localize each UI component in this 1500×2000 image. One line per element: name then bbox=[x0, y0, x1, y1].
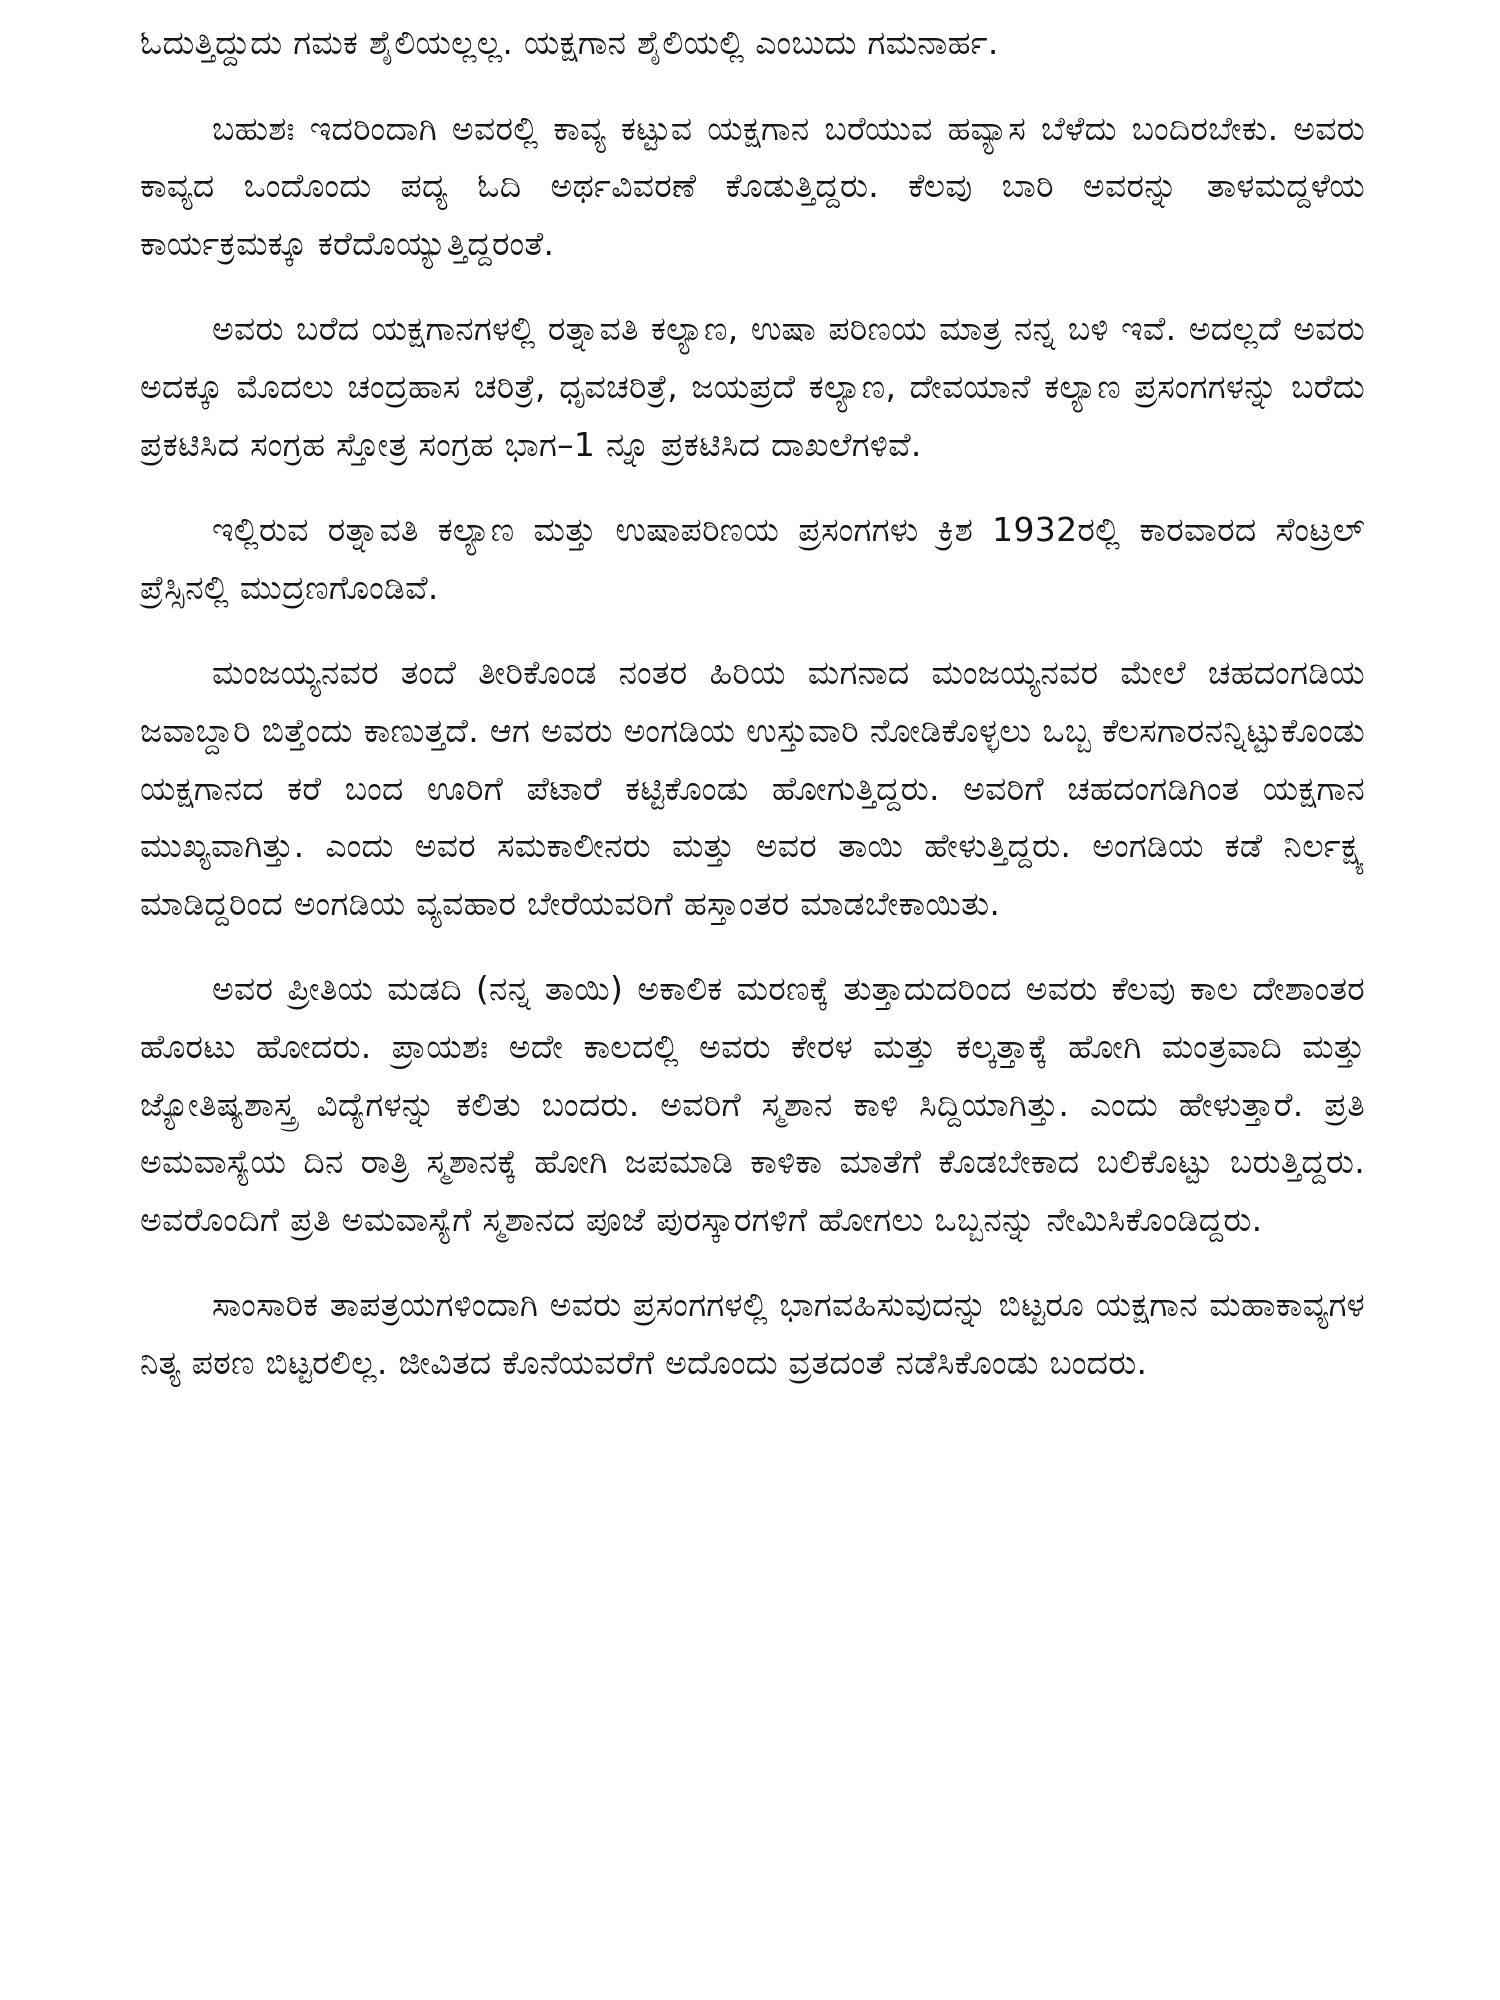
body-text bbox=[140, 14, 1365, 1419]
paragraph-2: ಬಹುಶಃ ಇದರಿಂದಾಗಿ ಅವರಲ್ಲಿ ಕಾವ್ಯ ಕಟ್ಟುವ ಯಕ್ಷಗಾನ ಬರೆಯುವ ಹವ್ಯಾಸ ಬೆಳೆದು ಬಂದಿರಬೇಕು. ಅವರು ಕಾವ್ಯದ ಒಂದೊಂದು ಪದ್ಯ ಓದಿ ಅರ್ಥವಿವರಣೆ ಕೊಡುತ್ತಿದ್ದರು. ಕೆಲವು ಬಾರಿ ಅವರನ್ನು ತಾಳಮದ್ದಳೆಯ ಕಾರ್ಯಕ್ರಮಕ್ಕೂ ಕರೆದೊಯ್ಯುತ್ತಿದ್ದರಂತೆ. bbox=[140, 108, 1365, 263]
paragraph-5: ಮಂಜಯ್ಯನವರ ತಂದೆ ತೀರಿಕೊಂಡ ನಂತರ ಹಿರಿಯ ಮಗನಾದ ಮಂಜಯ್ಯನವರ ಮೇಲೆ ಚಹದಂಗಡಿಯ ಜವಾಬ್ದಾರಿ ಬಿತ್ತೆಂದು ಕಾಣುತ್ತದೆ. ಆಗ ಅವರು ಅಂಗಡಿಯ ಉಸ್ತುವಾರಿ ನೋಡಿಕೊಳ್ಳಲು ಒಬ್ಬ ಕೆಲಸಗಾರನನ್ನಿಟ್ಟುಕೊಂಡು ಯಕ್ಷಗಾನದ ಕರೆ ಬಂದ ಊರಿಗೆ ಪೆಟಾರೆ ಕಟ್ಟಿಕೊಂಡು ಹೋಗುತ್ತಿದ್ದರು. ಅವರಿಗೆ ಚಹದಂಗಡಿಗಿಂತ ಯಕ್ಷಗಾನ ಮುಖ್ಯವಾಗಿತ್ತು. ಎಂದು ಅವರ ಸಮಕಾಲೀನರು ಮತ್ತು ಅವರ ತಾಯಿ ಹೇಳುತ್ತಿದ್ದರು. ಅಂಗಡಿಯ ಕಡೆ ನಿರ್ಲಕ್ಷ್ಯ ಮಾಡಿದ್ದರಿಂದ ಅಂಗಡಿಯ ವ್ಯವಹಾರ ಬೇರೆಯವರಿಗೆ ಹಸ್ತಾಂತರ ಮಾಡಬೇಕಾಯಿತು. bbox=[140, 653, 1365, 923]
paragraph-3: ಅವರು ಬರೆದ ಯಕ್ಷಗಾನಗಳಲ್ಲಿ ರತ್ನಾವತಿ ಕಲ್ಯಾಣ, ಉಷಾ ಪರಿಣಯ ಮಾತ್ರ ನನ್ನ ಬಳಿ ಇವೆ. ಅದಲ್ಲದೆ ಅವರು ಅದಕ್ಕೂ ಮೊದಲು ಚಂದ್ರಹಾಸ ಚರಿತ್ರೆ, ಧೃವಚರಿತ್ರೆ, ಜಯಪ್ರದೆ ಕಲ್ಯಾಣ, ದೇವಯಾನೆ ಕಲ್ಯಾಣ ಪ್ರಸಂಗಗಳನ್ನು ಬರೆದು ಪ್ರಕಟಿಸಿದ ಸಂಗ್ರಹ ಸ್ತೋತ್ರ ಸಂಗ್ರಹ ಭಾಗ–1 ನ್ನೂ ಪ್ರಕಟಿಸಿದ ದಾಖಲೆಗಳಿವೆ. bbox=[140, 309, 1365, 464]
paragraph-4: ಇಲ್ಲಿರುವ ರತ್ನಾವತಿ ಕಲ್ಯಾಣ ಮತ್ತು ಉಷಾಪರಿಣಯ ಪ್ರಸಂಗಗಳು ಕ್ರಿಶ 1932ರಲ್ಲಿ ಕಾರವಾರದ ಸೆಂಟ್ರಲ್ ಪ್ರೆಸ್ಸಿನಲ್ಲಿ ಮುದ್ರಣಗೊಂಡಿವೆ. bbox=[140, 510, 1365, 607]
paragraph-6: ಅವರ ಪ್ರೀತಿಯ ಮಡದಿ (ನನ್ನ ತಾಯಿ) ಅಕಾಲಿಕ ಮರಣಕ್ಕೆ ತುತ್ತಾದುದರಿಂದ ಅವರು ಕೆಲವು ಕಾಲ ದೇಶಾಂತರ ಹೊರಟು ಹೋದರು. ಪ್ರಾಯಶಃ ಅದೇ ಕಾಲದಲ್ಲಿ ಅವರು ಕೇರಳ ಮತ್ತು ಕಲ್ಕತ್ತಾಕ್ಕೆ ಹೋಗಿ ಮಂತ್ರವಾದಿ ಮತ್ತು ಜ್ಯೋತಿಷ್ಯಶಾಸ್ತ್ರ ವಿದ್ಯೆಗಳನ್ನು ಕಲಿತು ಬಂದರು. ಅವರಿಗೆ ಸ್ಮಶಾನ ಕಾಳಿ ಸಿದ್ದಿಯಾಗಿತ್ತು. ಎಂದು ಹೇಳುತ್ತಾರೆ. ಪ್ರತಿ ಅಮವಾಸ್ಯೆಯ ದಿನ ರಾತ್ರಿ ಸ್ಮಶಾನಕ್ಕೆ ಹೋಗಿ ಜಪಮಾಡಿ ಕಾಳಿಕಾ ಮಾತೆಗೆ ಕೊಡಬೇಕಾದ ಬಲಿಕೊಟ್ಟು ಬರುತ್ತಿದ್ದರು. ಅವರೊಂದಿಗೆ ಪ್ರತಿ ಅಮವಾಸ್ಯೆಗೆ ಸ್ಮಶಾನದ ಪೂಜೆ ಪುರಸ್ಕಾರಗಳಿಗೆ ಹೋಗಲು ಒಬ್ಬನನ್ನು ನೇಮಿಸಿಕೊಂಡಿದ್ದರು. bbox=[140, 969, 1365, 1239]
paragraph-7: ಸಾಂಸಾರಿಕ ತಾಪತ್ರಯಗಳಿಂದಾಗಿ ಅವರು ಪ್ರಸಂಗಗಳಲ್ಲಿ ಭಾಗವಹಿಸುವುದನ್ನು ಬಿಟ್ಟರೂ ಯಕ್ಷಗಾನ ಮಹಾಕಾವ್ಯಗಳ ನಿತ್ಯ ಪಠಣ ಬಿಟ್ಟರಲಿಲ್ಲ. ಜೀವಿತದ ಕೊನೆಯವರೆಗೆ ಅದೊಂದು ವ್ರತದಂತೆ ನಡೆಸಿಕೊಂಡು ಬಂದರು. bbox=[140, 1285, 1365, 1382]
paragraph-1: ಓದುತ್ತಿದ್ದುದು ಗಮಕ ಶೈಲಿಯಲ್ಲಲ್ಲ. ಯಕ್ಷಗಾನ ಶೈಲಿಯಲ್ಲಿ ಎಂಬುದು ಗಮನಾರ್ಹ. bbox=[140, 23, 999, 62]
